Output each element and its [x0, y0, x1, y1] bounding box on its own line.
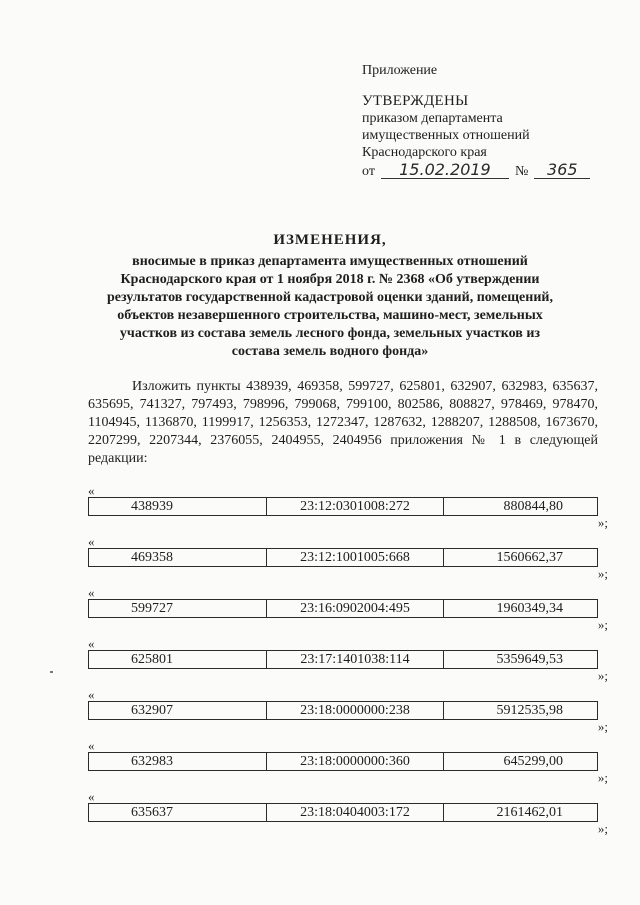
document-subtitle [60, 253, 600, 361]
open-quote: « [88, 585, 95, 600]
order-date: 15.02.2019 [381, 162, 509, 179]
open-quote: « [88, 687, 95, 702]
entry-id: 599727 [131, 601, 173, 616]
cadastral-number: 23:12:1001005:668 [266, 549, 443, 566]
cadastral-value: 880844,80 [443, 498, 597, 515]
cadastral-number: 23:16:0902004:495 [266, 600, 443, 617]
cadastral-number: 23:18:0000000:238 [266, 702, 443, 719]
cadastral-value: 645299,00 [443, 753, 597, 770]
subtitle-line: участков из состава земель лесного фонда, земельных участков из [119, 326, 541, 341]
close-quote: »; [597, 515, 608, 530]
entries-list [88, 484, 608, 841]
entry-id: 469358 [131, 550, 173, 565]
date-prefix: от [362, 164, 375, 179]
entry-id: 625801 [131, 652, 173, 667]
entry [88, 586, 608, 637]
approval-line-3: Краснодарского края [362, 145, 487, 160]
cadastral-value: 1560662,37 [443, 549, 597, 566]
cadastral-value: 5359649,53 [443, 651, 597, 668]
table-row [88, 650, 598, 669]
approval-line-2: имущественных отношений [362, 128, 530, 143]
open-quote: « [88, 483, 95, 498]
cadastral-number: 23:17:1401038:114 [266, 651, 443, 668]
entry-id: 632983 [131, 754, 173, 769]
entry [88, 637, 608, 688]
entry-id: 635637 [131, 805, 173, 820]
body-paragraph: Изложить пункты 438939, 469358, 599727, 625801, 632907, 632983, 635637, 635695, 741327, 797493, 798996, 799068, 799100, 802586, 808827, 978469, 978470, 1104945, 1136870, 1199917, 1256353, 1272347, 1287632, 1288207, 1288508, 1673670, 2207299, 2207344, 2376055, 2404955, 2404956 приложения № 1 в следующей редакции: [88, 379, 598, 466]
subtitle-line: вносимые в приказ департамента имущественных отношений [132, 254, 528, 269]
appendix-label: Приложение [362, 63, 438, 78]
document-heading [60, 232, 600, 361]
approved-label: УТВЕРЖДЕНЫ [362, 93, 469, 109]
close-quote: »; [597, 770, 608, 785]
open-quote: « [88, 789, 95, 804]
scan-speck [50, 671, 53, 673]
entry [88, 484, 608, 535]
number-prefix: № [514, 164, 529, 179]
entry [88, 688, 608, 739]
order-date-row [362, 162, 622, 180]
cadastral-value: 1960349,34 [443, 600, 597, 617]
entry [88, 739, 608, 790]
approval-line-1: приказом департамента [362, 111, 503, 126]
close-quote: »; [597, 821, 608, 836]
close-quote: »; [597, 719, 608, 734]
table-row [88, 599, 598, 618]
table-row [88, 497, 598, 516]
subtitle-line: результатов государственной кадастровой оценки зданий, помещений, [107, 290, 553, 305]
approval-block [362, 62, 622, 180]
order-number: 365 [534, 162, 590, 179]
subtitle-line: Краснодарского края от 1 ноября 2018 г. № 2368 «Об утверждении [120, 272, 540, 287]
cadastral-number: 23:18:0404003:172 [266, 804, 443, 821]
cadastral-number: 23:18:0000000:360 [266, 753, 443, 770]
open-quote: « [88, 534, 95, 549]
open-quote: « [88, 636, 95, 651]
entry-id: 438939 [131, 499, 173, 514]
table-row [88, 548, 598, 567]
entry [88, 790, 608, 841]
entry-id: 632907 [131, 703, 173, 718]
cadastral-value: 2161462,01 [443, 804, 597, 821]
table-row [88, 803, 598, 822]
subtitle-line: состава земель водного фонда» [231, 344, 429, 359]
entry [88, 535, 608, 586]
open-quote: « [88, 738, 95, 753]
body-paragraph-block [88, 378, 598, 468]
cadastral-number: 23:12:0301008:272 [266, 498, 443, 515]
table-row [88, 752, 598, 771]
document-title: ИЗМЕНЕНИЯ, [273, 232, 387, 248]
close-quote: »; [597, 566, 608, 581]
subtitle-line: объектов незавершенного строительства, машино-мест, земельных [117, 308, 543, 323]
close-quote: »; [597, 668, 608, 683]
close-quote: »; [597, 617, 608, 632]
table-row [88, 701, 598, 720]
cadastral-value: 5912535,98 [443, 702, 597, 719]
